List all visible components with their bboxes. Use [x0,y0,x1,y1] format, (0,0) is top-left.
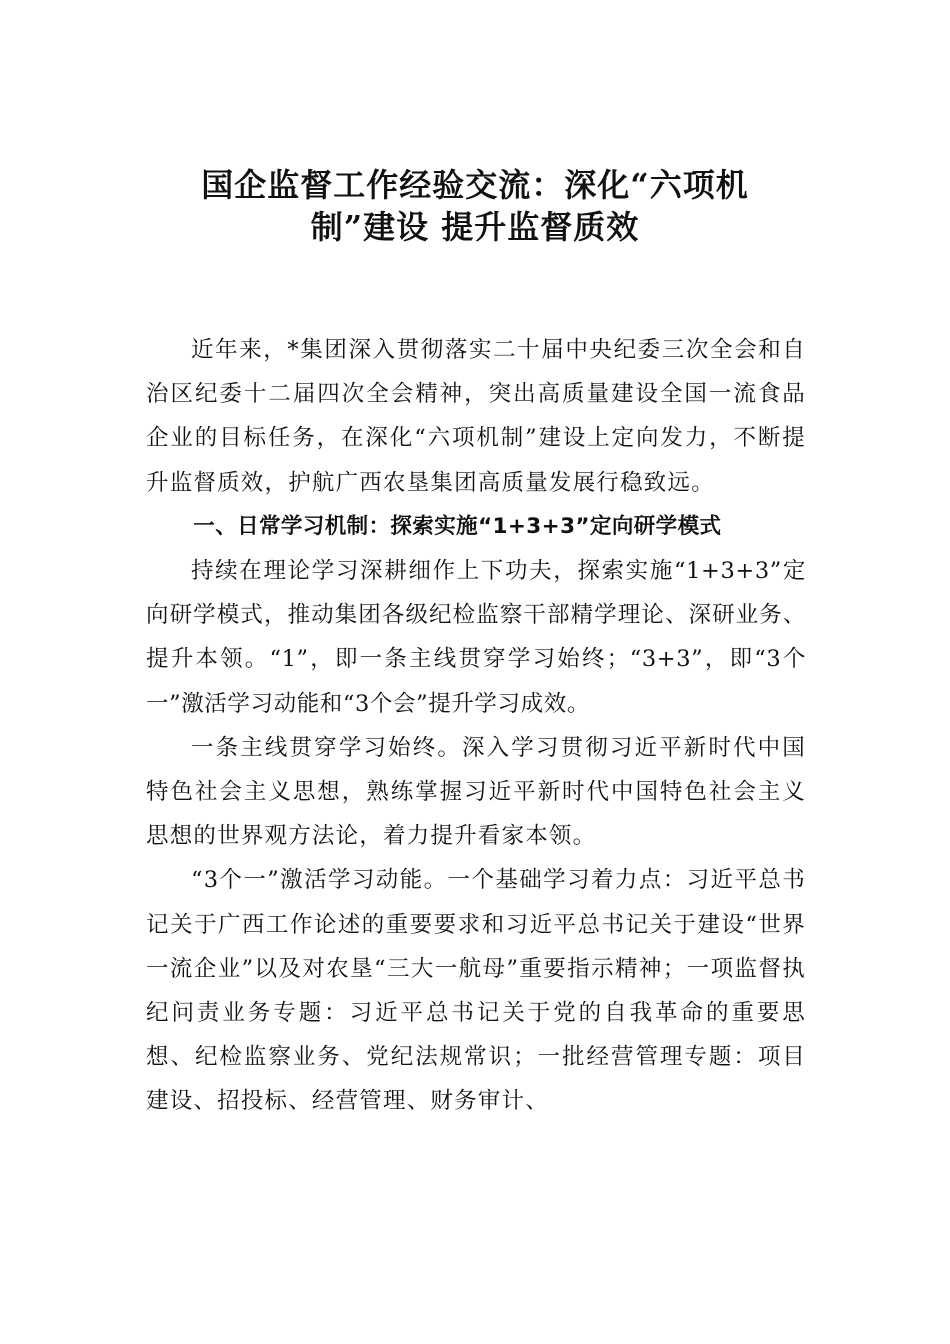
section-heading-1: 一、日常学习机制：探索实施“1+3+3”定向研学模式 [193,513,722,539]
paragraph-3: “3个一”激活学习动能。一个基础学习着力点：习近平总书记关于广西工作论述的重要要求和习近平总书记关于建设“世界一流企业”以及对农垦“三大一航母”重要指示精神；一项监督执纪问责业务专题：习近平总书记关于党的自我革命的重要思想、纪检监察业务、党纪法规常识；一批经营管理专题：项目建设、招投标、经营管理、财务审计、 [146,867,806,1115]
paragraph-1: 持续在理论学习深耕细作上下功夫，探索实施“1+3+3”定向研学模式，推动集团各级纪检监察干部精学理论、深研业务、提升本领。“1”，即一条主线贯穿学习始终；“3+3”，即“3个一”激活学习动能和“3个会”提升学习成效。 [146,558,806,717]
document-title-line-2: 制”建设 提升监督质效 [310,208,640,246]
document-title-line-1: 国企监督工作经验交流：深化“六项机 [201,166,749,204]
document-body [146,328,806,1124]
paragraph-2: 一条主线贯穿学习始终。深入学习贯彻习近平新时代中国特色社会主义思想，熟练掌握习近平新时代中国特色社会主义思想的世界观方法论，着力提升看家本领。 [146,734,806,850]
intro-paragraph: 近年来，*集团深入贯彻落实二十届中央纪委三次全会和自治区纪委十二届四次全会精神，突出高质量建设全国一流食品企业的目标任务，在深化“六项机制”建设上定向发力，不断提升监督质效，护航广西农垦集团高质量发展行稳致远。 [146,337,806,496]
